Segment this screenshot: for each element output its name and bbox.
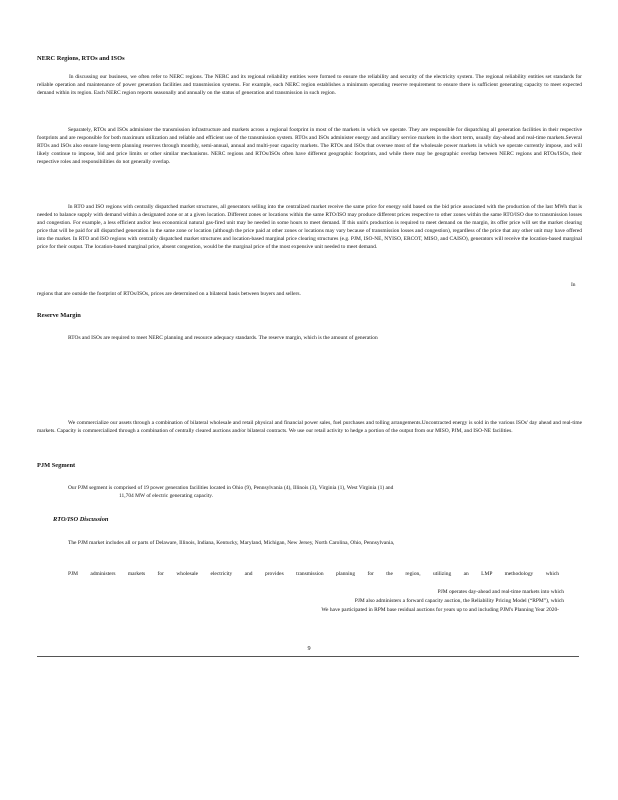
paragraph-pjm-facilities-line2: 11,704 MW of electric generating capacity. — [119, 493, 214, 499]
heading-nerc-regions: NERC Regions, RTOs and ISOs — [37, 55, 125, 62]
paragraph-rto-iso-overview: Separately, RTOs and ISOs administer the transmission infrastructure and markets across a regional footprint in most of the markets in which we operate. They are responsible for dispatching all generation facilities in their respective footprints and are responsible for both maximum utilization and reliable and efficient use of the transmission system. RTOs and ISOs administer energy and ancillary service markets in the short term, usually day-ahead and real-time markets.Several RTOs and ISOs also ensure long-term planning reserves through monthly, semi-annual, annual and multi-year capacity markets. The RTOs and ISOs that oversee most of the wholesale power markets in which we operate currently impose, and will likely continue to impose, bid and price limits or other similar mechanisms. NERC regions and RTOs/ISOs often have different geographic footprints, and while there may be geographic overlap between NERC regions and RTOs/ISOs, their respective roles and responsibilities do not generally overlap. — [37, 127, 582, 165]
paragraph-nerc-intro: In discussing our business, we often refer to NERC regions. The NERC and its regional reliability entities were formed to ensure the reliability and security of the electricity system. The regional reliability entities set standards for reliable operation and maintenance of power generation facilities and transmission systems. For example, each NERC region establishes a minimum operating reserve requirement to ensure there is sufficient generating capacity to meet expected demand within its region. Each NERC region reports seasonally and annually on the status of generation and transmission in such region. — [37, 74, 582, 96]
paragraph-commercialize-assets: We commercialize our assets through a combination of bilateral wholesale and retail physical and financial power sales, fuel purchases and tolling arrangements.Uncontracted energy is sold in the various ISOs' day ahead and real-time markets. Capacity is commercialized through a combination of centrally cleared auctions and/or bilateral contracts. We use our retail activity to hedge a portion of the output from our MISO, PJM, and ISO-NE facilities. — [37, 420, 582, 434]
subheading-rto-iso-discussion: RTO/ISO Discussion — [53, 516, 109, 523]
paragraph-centrally-dispatched: In RTO and ISO regions with centrally dispatched market structures, all generators selling into the centralized market receive the same price for energy sold based on the bid price associated with the production of the last MWh that is needed to balance supply with demand within a designated zone or at a given location. Different zones or locations within the same RTO/ISO may produce different prices respective to other zones within the same RTO/ISO due to transmission losses and congestion. For example, a less efficient and/or less economical natural gas-fired unit may be needed in some hours to meet demand. If this unit's production is required to meet demand on the margin, its offer price will set the market clearing price that will be paid for all dispatched generation in the same zone or location (although the price paid at other zones or locations may vary because of transmission losses and congestion), regardless of the price that any other unit may have offered into the market. In RTO and ISO regions with centrally dispatched market structures and location-based marginal price clearing structures (e.g. PJM, ISO-NE, NYISO, ERCOT, MISO, and CAISO), generators will receive the location-based marginal price for their output. The location-based marginal price, absent congestion, would be the marginal price of the most expensive unit needed to meet demand. — [37, 204, 582, 250]
fragment-rpm-base-residual: We have participated in RPM base residual auctions for years up to and including PJM's Planning Year 2020- — [321, 607, 559, 613]
paragraph-pjm-facilities-line1: Our PJM segment is comprised of 19 power generation facilities located in Ohio (9), Pennsylvania (4), Illinois (3), Virginia (1), West Virginia (1) and — [68, 485, 394, 491]
heading-pjm-segment: PJM Segment — [37, 462, 76, 469]
fragment-day-ahead-markets: PJM operates day-ahead and real-time markets into which — [437, 589, 564, 595]
paragraph-bilateral-regions: regions that are outside the footprint of RTOs/ISOs, prices are determined on a bilateral basis between buyers and sellers. — [37, 291, 301, 297]
footer-divider — [37, 656, 579, 657]
paragraph-reserve-margin: RTOs and ISOs are required to meet NERC planning and resource adequacy standards. The reserve margin, which is the amount of generation — [68, 335, 378, 341]
paragraph-fragment-in: In — [571, 282, 576, 288]
page-number: 9 — [307, 645, 311, 652]
heading-reserve-margin: Reserve Margin — [37, 312, 81, 319]
fragment-forward-capacity-auction: PJM also administers a forward capacity auction, the Reliability Pricing Model (“RPM”), which — [354, 598, 564, 604]
paragraph-pjm-administers: PJM administers markets for wholesale electricity and provides transmission planning for the region, utilizing an LMP methodology which — [68, 571, 559, 577]
paragraph-pjm-market-states: The PJM market includes all or parts of Delaware, Illinois, Indiana, Kentucky, Maryland, Michigan, New Jersey, North Carolina, Ohio, Pennsylvania, — [68, 540, 395, 546]
